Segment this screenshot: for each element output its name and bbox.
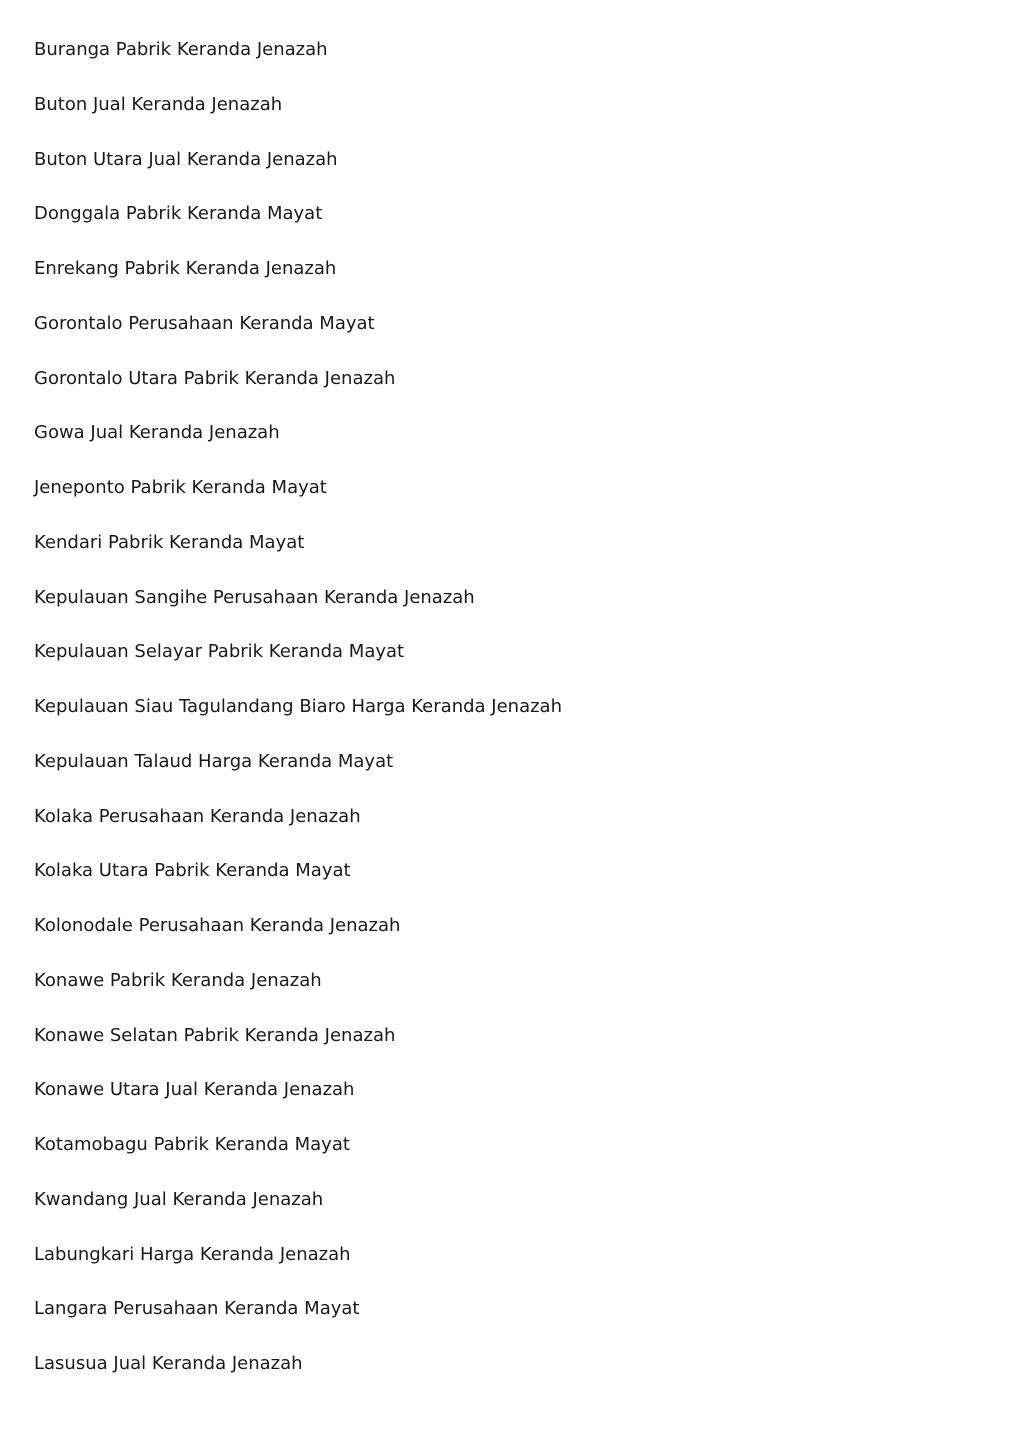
document-line-list: [34, 36, 562, 1405]
document-line: Gorontalo Perusahaan Keranda Mayat: [34, 312, 375, 334]
document-line: Kepulauan Siau Tagulandang Biaro Harga Keranda Jenazah: [34, 696, 562, 717]
document-line: Kepulauan Talaud Harga Keranda Mayat: [34, 750, 394, 772]
document-line: Enrekang Pabrik Keranda Jenazah: [34, 258, 337, 279]
document-line: Jeneponto Pabrik Keranda Mayat: [34, 477, 327, 498]
document-line: Donggala Pabrik Keranda Mayat: [34, 203, 323, 225]
document-line: Buton Jual Keranda Jenazah: [34, 93, 283, 115]
document-line: Gowa Jual Keranda Jenazah: [34, 422, 280, 444]
document-line: Kendari Pabrik Keranda Mayat: [34, 531, 305, 553]
document-line: Konawe Pabrik Keranda Jenazah: [34, 969, 322, 991]
document-line: Kepulauan Sangihe Perusahaan Keranda Jenazah: [34, 586, 475, 608]
document-line: Langara Perusahaan Keranda Mayat: [34, 1298, 360, 1320]
document-line: Kotamobagu Pabrik Keranda Mayat: [34, 1134, 350, 1155]
document-line: Kolaka Utara Pabrik Keranda Mayat: [34, 860, 351, 882]
document-line: Kolonodale Perusahaan Keranda Jenazah: [34, 915, 401, 936]
document-line: Kwandang Jual Keranda Jenazah: [34, 1188, 324, 1210]
document-line: Buranga Pabrik Keranda Jenazah: [34, 39, 328, 60]
document-line: Konawe Selatan Pabrik Keranda Jenazah: [34, 1024, 396, 1046]
document-line: Labungkari Harga Keranda Jenazah: [34, 1243, 351, 1265]
document-line: Lasusua Jual Keranda Jenazah: [34, 1353, 303, 1374]
document-line: Kolaka Perusahaan Keranda Jenazah: [34, 805, 361, 827]
document-line: Buton Utara Jual Keranda Jenazah: [34, 148, 338, 170]
document-line: Gorontalo Utara Pabrik Keranda Jenazah: [34, 367, 396, 389]
document-line: Konawe Utara Jual Keranda Jenazah: [34, 1079, 355, 1101]
document-line: Kepulauan Selayar Pabrik Keranda Mayat: [34, 641, 405, 663]
